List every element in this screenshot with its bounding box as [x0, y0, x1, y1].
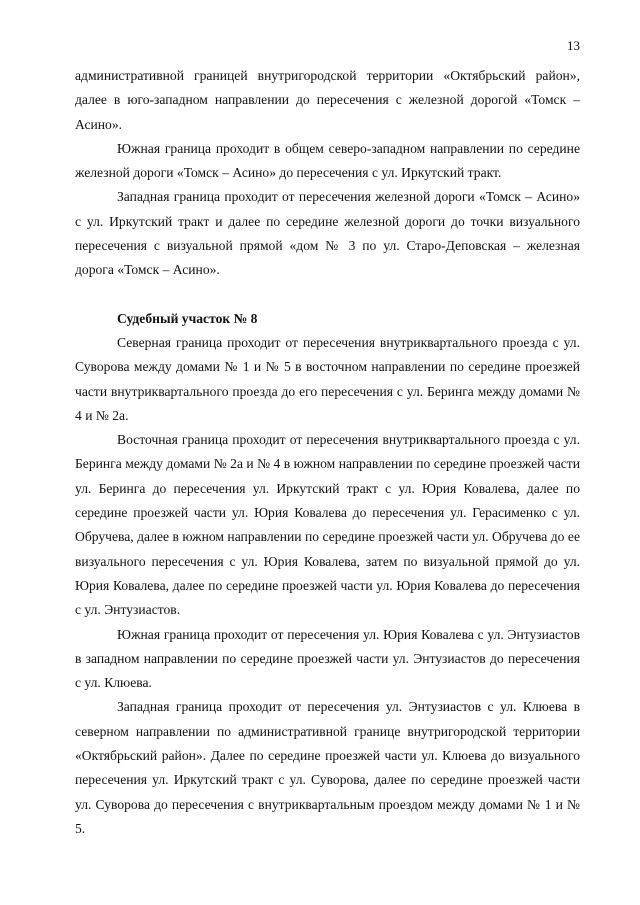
page-number: 13	[567, 38, 580, 53]
paragraph-south-border: Южная граница проходит в общем северо-западном направлении по середине железной дороги «Томск – Асино» до пересечения с ул. Иркутский тракт.	[75, 140, 580, 181]
paragraph-west-border-8: Западная граница проходит от пересечения ул. Энтузиастов с ул. Клюева в северном направлении по административной границе внутригородской территории «Октябрьский район». Далее по середине проезжей части ул. Клюева до визуального пересечения ул. Иркутский тракт с ул. Суворова, далее по середине проезжей части ул. Суворова до пересечения с внутриквартальным проездом между домами № 1 и № 5.	[75, 699, 580, 836]
section-heading: Судебный участок № 8	[117, 310, 258, 326]
paragraph-south-border-8: Южная граница проходит от пересечения ул. Юрия Ковалева с ул. Энтузиастов в западном направлении по середине проезжей части ул. Энтузиастов до пересечения с ул. Клюева.	[75, 626, 580, 691]
paragraph-continuation: административной границей внутригородской территории «Октябрьский район», далее в юго-западном направлении до пересечения с железной дорогой «Томск – Асино».	[75, 68, 580, 132]
paragraph-north-border: Северная граница проходит от пересечения внутриквартального проезда с ул. Суворова между домами № 1 и № 5 в восточном направлении по середине проезжей части внутриквартального проезда до его пересечения с ул. Беринга между домами № 4 и № 2а.	[75, 334, 580, 423]
paragraph-west-border: Западная граница проходит от пересечения железной дороги «Томск – Асино» с ул. Иркутский тракт и далее по середине железной дороги до точки визуального пересечения с визуальной прямой «дом № 3 по ул. Старо-Деповская – железная дорога «Томск – Асино».	[75, 189, 580, 278]
document-body	[75, 64, 580, 841]
paragraph-east-border: Восточная граница проходит от пересечения внутриквартального проезда с ул. Беринга между домами № 2а и № 4 в южном направлении по середине проезжей части ул. Беринга до пересечения ул. Иркутский тракт с ул. Юрия Ковалева, далее по середине проезжей части ул. Юрия Ковалева до пересечения ул. Герасименко с ул. Обручева, далее в южном направлении по середине проезжей части ул. Обручева до ее визуального пересечения с ул. Юрия Ковалева, затем по визуальной прямой до ул. Юрия Ковалева, далее по середине проезжей части ул. Юрия Ковалева до пересечения с ул. Энтузиастов.	[75, 432, 580, 618]
